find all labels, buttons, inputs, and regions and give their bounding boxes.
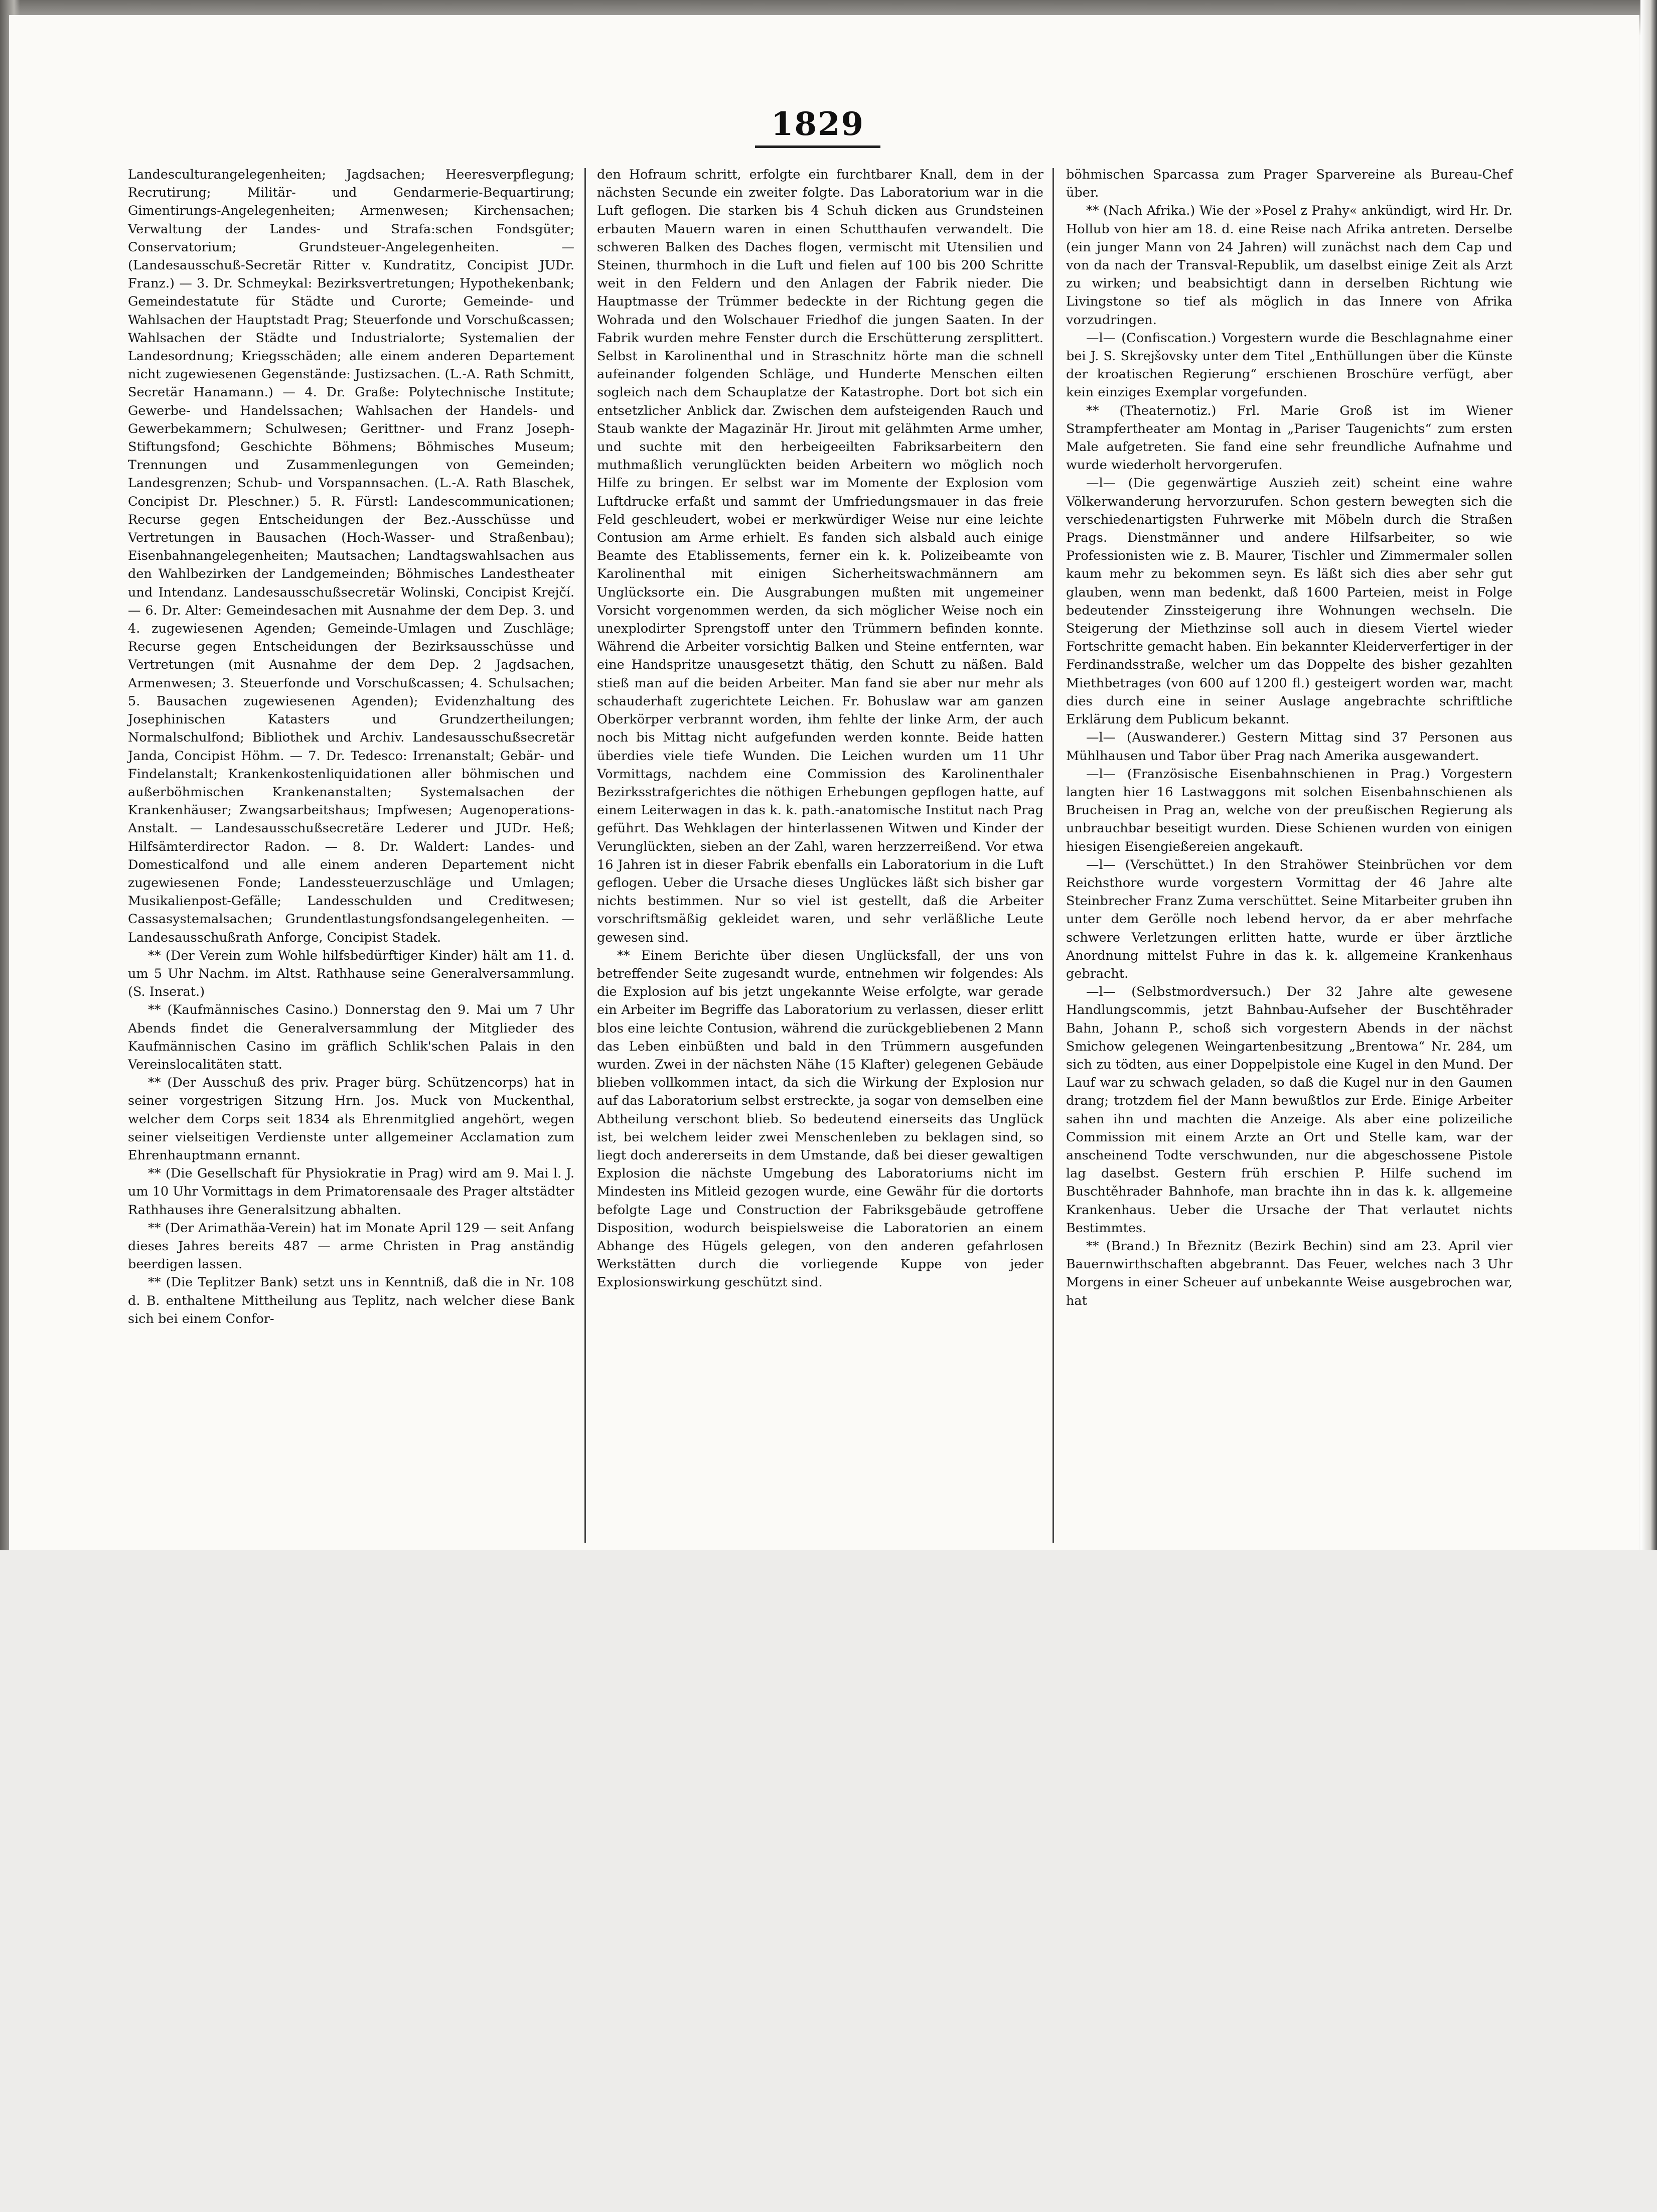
- text-column-3: [1066, 166, 1513, 1310]
- article-paragraph: ** (Nach Afrika.) Wie der »Posel z Prahy« ankündigt, wird Hr. Dr. Hollub von hier am 18. d. eine Reise nach Afrika antreten. Derselbe (ein junger Mann von 24 Jahren) will zunächst nach dem Cap und von da nach der Transval-Republik, um daselbst einige Zeit als Arzt zu wirken; und beabsichtigt dann in derselben Richtung wie Livingstone so tief als möglich in das Innere von Afrika vorzudringen.: [1066, 203, 1513, 328]
- article-paragraph: —l— (Auswanderer.) Gestern Mittag sind 37 Personen aus Mühlhausen und Tabor über Prag nach Amerika ausgewandert.: [1066, 730, 1513, 764]
- article-paragraph: ** (Der Ausschuß des priv. Prager bürg. Schützencorps) hat in seiner vorgestrigen Sitzung Hrn. Jos. Muck von Muckenthal, welcher dem Corps seit 1834 als Ehrenmitglied angehört, wegen seiner vielseitigen Verdienste unter allgemeiner Acclamation zum Ehrenhauptmann ernannt.: [128, 1075, 574, 1163]
- column-divider: [584, 168, 586, 1543]
- blank-scan-area: [0, 1550, 1657, 2212]
- article-paragraph: —l— (Confiscation.) Vorgestern wurde die Beschlagnahme einer bei J. S. Skrejšovsky unter dem Titel „Enthüllungen über die Künste der kroatischen Regierung“ erschienen Broschüre verfügt, aber kein einziges Exemplar vorgefunden.: [1066, 330, 1513, 400]
- article-paragraph: ** (Der Verein zum Wohle hilfsbedürftiger Kinder) hält am 11. d. um 5 Uhr Nachm. im Altst. Rathhause seine Generalversammlung. (S. Inserat.): [128, 948, 574, 1000]
- article-paragraph: —l— (Verschüttet.) In den Strahöwer Steinbrüchen vor dem Reichsthore wurde vorgestern Vormittag der 46 Jahre alte Steinbrecher Franz Zuma verschüttet. Seine Mitarbeiter gruben ihn unter dem Gerölle noch lebend hervor, da er aber mehrfache schwere Verletzungen erlitten hatte, wurde er über ärztliche Anordnung mittelst Fuhre in das k. k. allgemeine Krankenhaus gebracht.: [1066, 857, 1513, 981]
- article-paragraph: den Hofraum schritt, erfolgte ein furchtbarer Knall, dem in der nächsten Secunde ein zweiter folgte. Das Laboratorium war in die Luft geflogen. Die starken bis 4 Schuh dicken aus Grundsteinen erbauten Mauern waren in einen Schutthaufen verwandelt. Die schweren Balken des Daches flogen, vermischt mit Utensilien und Steinen, thurmhoch in die Luft und fielen auf 100 bis 200 Schritte weit in den Feldern und den Anlagen der Fabrik nieder. Die Hauptmasse der Trümmer bedeckte in der Richtung gegen die Wohrada und den Wolschauer Friedhof die jungen Saaten. In der Fabrik wurden mehre Fenster durch die Erschütterung zersplittert. Selbst in Karolinenthal und in Straschnitz hörte man die schnell aufeinander folgenden Schläge, und Hunderte Menschen eilten sogleich nach dem Schauplatze der Katastrophe. Dort bot sich ein entsetzlicher Anblick dar. Zwischen dem aufsteigenden Rauch und Staub wankte der Magazinär Hr. Jirout mit gelähmten Arme umher, und suchte mit den herbeigeeilten Fabriksarbeitern den muthmaßlich verunglückten beiden Arbeitern wo möglich noch Hilfe zu bringen. Er selbst war im Momente der Explosion vom Luftdrucke erfaßt und sammt der Umfriedungsmauer in das freie Feld geschleudert, wobei er merkwürdiger Weise nur eine leichte Contusion am Arme erhielt. Es fanden sich alsbald auch einige Beamte des Etablissements, ferner ein k. k. Polizeibeamte von Karolinenthal mit einigen Sicherheitswachmännern am Unglücksorte ein. Die Ausgrabungen mußten mit ungemeiner Vorsicht vorgenommen werden, da sich möglicher Weise noch ein unexplodirter Sprengstoff unter den Trümmern befinden konnte. Während die Arbeiter vorsichtig Balken und Steine entfernten, war eine Handspritze unausgesetzt thätig, den Schutt zu näßen. Bald stieß man auf die beiden Arbeiter. Man fand sie aber nur mehr als schauderhaft zugerichtete Leichen. Fr. Bohuslaw war am ganzen Oberkörper verbrannt worden, ihm fehlte der linke Arm, der auch noch bis Mittag nicht aufgefunden werden konnte. Beide hatten überdies viele tiefe Wunden. Die Leichen wurden um 11 Uhr Vormittags, nachdem eine Commission des Karolinenthaler Bezirksstrafgerichtes die nöthigen Erhebungen gepflogen hatte, auf einem Leiterwagen in das k. k. path.-anatomische Institut nach Prag geführt. Das Wehklagen der hinterlassenen Witwen und Kinder der Verunglückten, sieben an der Zahl, waren herzzerreißend. Vor etwa 16 Jahren ist in dieser Fabrik ebenfalls ein Laboratorium in die Luft geflogen. Ueber die Ursache dieses Unglückes läßt sich bisher gar nichts bestimmen. Nur so viel ist gestellt, daß die Arbeiter vorschriftsmäßig gekleidet waren, und sehr verläßliche Leute gewesen sind.: [597, 167, 1043, 945]
- article-paragraph: ** Einem Berichte über diesen Unglücksfall, der uns von betreffender Seite zugesandt wurde, entnehmen wir folgendes: Als die Explosion auf bis jetzt ungekannte Weise erfolgte, war gerade ein Arbeiter im Begriffe das Laboratorium zu verlassen, dieser erlitt blos eine leichte Contusion, während die zurückgebliebenen 2 Mann das Leben einbüßten und bald in den Trümmern ausgefunden wurden. Zwei in der nächsten Nähe (15 Klafter) gelegenen Gebäude blieben vollkommen intact, da sich die Wirkung der Explosion nur auf das Laboratorium selbst erstreckte, ja sogar von demselben eine Abtheilung verschont blieb. So bedeutend einerseits das Unglück ist, bei welchem leider zwei Menschenleben zu beklagen sind, so liegt doch andererseits in dem Umstande, daß bei dieser gewaltigen Explosion die nächste Umgebung des Laboratoriums nicht im Mindesten ins Mitleid gezogen wurde, eine Gewähr für die dortorts befolgte Lage und Construction der Fabriksgebäude getroffene Disposition, wodurch beispielsweise die Laboratorien an einem Abhange des Hügels gelegen, von den anderen gefahrlosen Werkstätten durch die vorliegende Kuppe von jeder Explosionswirkung geschützt sind.: [597, 948, 1043, 1290]
- article-paragraph: ** (Theaternotiz.) Frl. Marie Groß ist im Wiener Strampfertheater am Montag in „Pariser Taugenichts“ zum ersten Male aufgetreten. Sie fand eine sehr freundliche Aufnahme und wurde wiederholt hervorgerufen.: [1066, 403, 1513, 473]
- article-paragraph: —l— (Französische Eisenbahnschienen in Prag.) Vorgestern langten hier 16 Lastwaggons mit solchen Eisenbahnschienen als Brucheisen in Prag an, welche von der preußischen Regierung als unbrauchbar beseitigt wurden. Diese Schienen wurden von einigen hiesigen Eisengießereien angekauft.: [1066, 766, 1513, 854]
- article-paragraph: ** (Brand.) In Březnitz (Bezirk Bechin) sind am 23. April vier Bauernwirthschaften abgebrannt. Das Feuer, welches nach 3 Uhr Morgens in einer Scheuer auf unbekannte Weise ausgebrochen war, hat: [1066, 1238, 1513, 1308]
- article-paragraph: —l— (Die gegenwärtige Auszieh zeit) scheint eine wahre Völkerwanderung hervorzurufen. Schon gestern bewegten sich die verschiedenartigsten Fuhrwerke mit Möbeln durch die Straßen Prags. Dienstmänner und andere Hilfsarbeiter, so wie Professionisten wie z. B. Maurer, Tischler und Zimmermaler sollen kaum mehr zu bekommen seyn. Es läßt sich dies aber sehr gut glauben, wenn man bedenkt, daß 1600 Parteien, meist in Folge bedeutender Zinssteigerung ihre Wohnungen wechseln. Die Steigerung der Miethzinse soll auch in diesem Viertel wieder Fortschritte gemacht haben. Ein bekannter Kleiderverfertiger in der Ferdinandsstraße, welcher um das Doppelte des bisher gezahlten Miethbetrages (von 600 auf 1200 fl.) gesteigert worden war, macht dies durch eine in seiner Auslage angebrachte schriftliche Erklärung dem Publicum bekannt.: [1066, 476, 1513, 727]
- article-paragraph: ** (Die Teplitzer Bank) setzt uns in Kenntniß, daß die in Nr. 108 d. B. enthaltene Mittheilung aus Teplitz, nach welcher diese Bank sich bei einem Confor-: [128, 1275, 574, 1326]
- column-divider: [1052, 168, 1054, 1543]
- article-paragraph: —l— (Selbstmordversuch.) Der 32 Jahre alte gewesene Handlungscommis, jetzt Bahnbau-Aufseher der Buschtěhrader Bahn, Johann P., schoß sich vorgestern Abends in der nächst Smichow gelegenen Weingartenbesitzung „Brentowa“ Nr. 284, um sich zu tödten, aus einer Doppelpistole eine Kugel in den Mund. Der Lauf war zu schwach geladen, so daß die Kugel nur in den Gaumen drang; trotzdem fiel der Mann bewußtlos zur Erde. Einige Arbeiter sahen ihn und machten die Anzeige. Als aber eine polizeiliche Commission mit einem Arzte an Ort und Stelle kam, war der anscheinend Todte verschwunden, nur die abgeschossene Pistole lag daselbst. Gestern früh erschien P. Hilfe suchend im Buschtěhrader Bahnhofe, man brachte ihn in das k. k. allgemeine Krankenhaus. Ueber die Ursache der That verlautet nichts Bestimmtes.: [1066, 984, 1513, 1236]
- text-column-2: [597, 166, 1043, 1292]
- scan-right-edge: [1640, 0, 1657, 1550]
- page-number-underline: [755, 145, 880, 148]
- article-paragraph: Landesculturangelegenheiten; Jagdsachen; Heeresverpflegung; Recrutirung; Militär- und Gendarmerie-Bequartirung; Gimentirungs-Angelegenheiten; Armenwesen; Kirchensachen; Verwaltung der Landes- und Strafa:schen Fondsgüter; Conservatorium; Grundsteuer-Angelegenheiten. — (Landesausschuß-Secretär Ritter v. Kundratitz, Concipist JUDr. Franz.) — 3. Dr. Schmeykal: Bezirksvertretungen; Hypothekenbank; Gemeindestatute für Städte und Curorte; Gemeinde- und Wahlsachen der Hauptstadt Prag; Steuerfonde und Vorschußcassen; Wahlsachen der Städte und Industrialorte; Systemalien der Landesordnung; Kriegsschäden; alle einem anderen Departement nicht zugewiesenen Gegenstände: Justizsachen. (L.-A. Rath Schmitt, Secretär Hanamann.) — 4. Dr. Graße: Polytechnische Institute; Gewerbe- und Handelssachen; Wahlsachen der Handels- und Gewerbekammern; Schulwesen; Gerittner- und Franz Joseph-Stiftungsfond; Geschichte Böhmens; Böhmisches Museum; Trennungen und Zusammenlegungen von Gemeinden; Landesgrenzen; Schub- und Vorspannsachen. (L.-A. Rath Blaschek, Concipist Dr. Pleschner.) 5. R. Fürstl: Landescommunicationen; Recurse gegen Entscheidungen der Bez.-Ausschüsse und Vertretungen in Bausachen (Hoch-Wasser- und Straßenbau); Eisenbahnangelegenheiten; Mautsachen; Landtagswahlsachen aus den Wahlbezirken der Landgemeinden; Böhmisches Landestheater und Intendanz. Landesausschußsecretär Wolinski, Concipist Krejčí. — 6. Dr. Alter: Gemeindesachen mit Ausnahme der dem Dep. 3. und 4. zugewiesenen Agenden; Gemeinde-Umlagen und Zuschläge; Recurse gegen Entscheidungen der Bezirksausschüsse und Vertretungen (mit Ausnahme der dem Dep. 2 Jagdsachen, Armenwesen; 3. Steuerfonde und Vorschußcassen; 4. Schulsachen; 5. Bausachen zugewiesenen Agenden); Evidenzhaltung des Josephinischen Katasters und Grundzertheilungen; Normalschulfond; Bibliothek und Archiv. Landesausschußsecretär Janda, Concipist Höhm. — 7. Dr. Tedesco: Irrenanstalt; Gebär- und Findelanstalt; Krankenkostenliquidationen aller böhmischen und außerböhmischen Krankenanstalten; Systemalsachen der Krankenhäuser; Zwangsarbeitshaus; Impfwesen; Augenoperations-Anstalt. — Landesausschußsecretäre Lederer und JUDr. Heß; Hilfsämterdirector Radon. — 8. Dr. Waldert: Landes- und Domesticalfond und alle einem anderen Departement nicht zugewiesenen Fonde; Landessteuerzuschläge und Umlagen; Musikalienpost-Gefälle; Landesschulden und Creditwesen; Cassasystemalsachen; Grundentlastungsfondsangelegenheiten. — Landesausschußrath Anforge, Concipist Stadek.: [128, 167, 574, 945]
- text-column-1: [128, 166, 574, 1328]
- article-paragraph: ** (Der Arimathäa-Verein) hat im Monate April 129 — seit Anfang dieses Jahres bereits 487 — arme Christen in Prag anständig beerdigen lassen.: [128, 1220, 574, 1272]
- page-number: 1829: [771, 105, 865, 143]
- article-paragraph: böhmischen Sparcassa zum Prager Sparvereine als Bureau-Chef über.: [1066, 167, 1513, 201]
- article-paragraph: ** (Kaufmännisches Casino.) Donnerstag den 9. Mai um 7 Uhr Abends findet die Generalversammlung der Mitglieder des Kaufmännischen Casino im gräflich Schlik'schen Palais in den Vereinslocalitäten statt.: [128, 1002, 574, 1072]
- article-paragraph: ** (Die Gesellschaft für Physiokratie in Prag) wird am 9. Mai l. J. um 10 Uhr Vormittags in dem Primatorensaale des Prager altstädter Rathhauses ihre Generalsitzung abhalten.: [128, 1166, 574, 1218]
